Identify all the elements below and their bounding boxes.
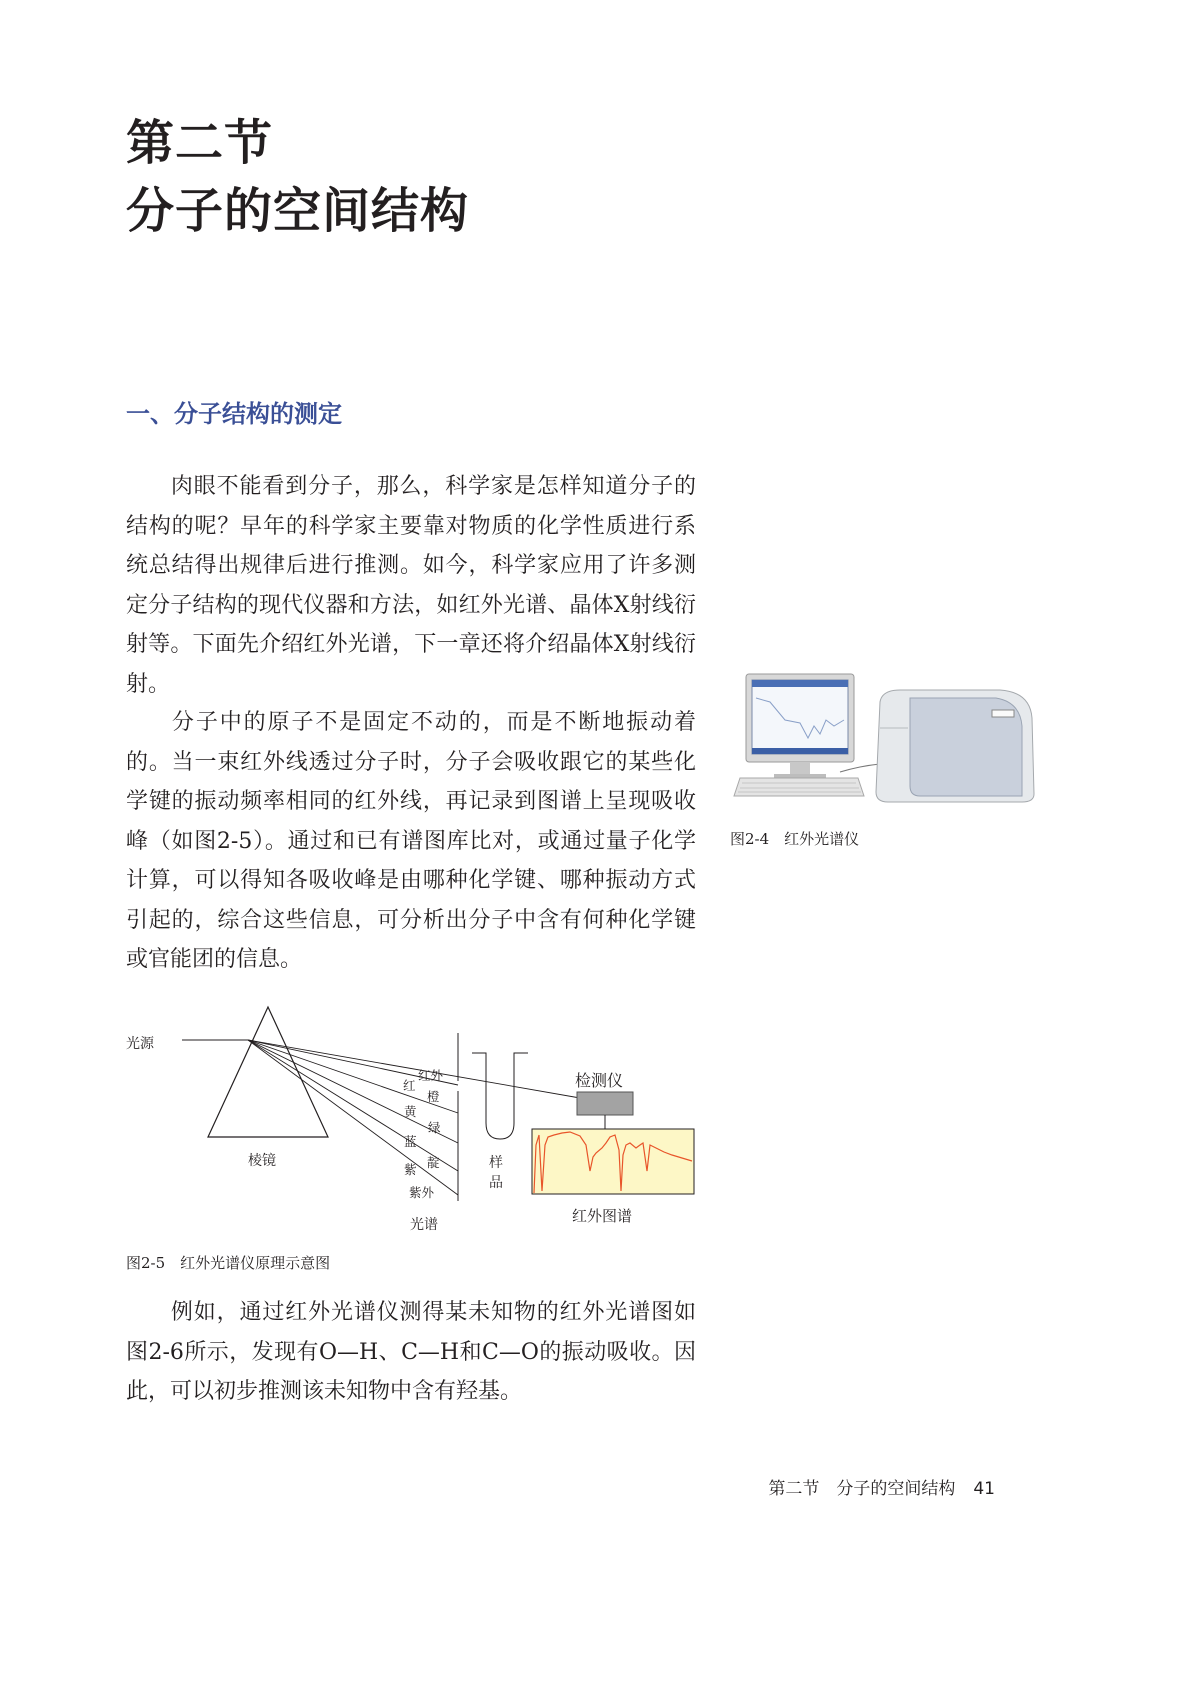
- label-detector: 检测仪: [575, 1071, 624, 1090]
- page-footer: [768, 1474, 995, 1499]
- paragraph-3-text: 例如，通过红外光谱仪测得某未知物的红外光谱图如图2-6所示，发现有O—H、C—H和C—O的振动吸收。因此，可以初步推测该未知物中含有羟基。: [126, 1300, 696, 1404]
- label-sample: 样品: [489, 1155, 503, 1191]
- paragraph-1-text: 肉眼不能看到分子，那么，科学家是怎样知道分子的结构的呢？早年的科学家主要靠对物质的化学性质进行系统总结得出规律后进行推测。如今，科学家应用了许多测定分子结构的现代仪器和方法，如红外光谱、晶体X射线衍射等。下面先介绍红外光谱，下一章还将介绍晶体X射线衍射。: [126, 474, 696, 697]
- sample-tube: [472, 1053, 528, 1139]
- figure-2-4-caption: 图2-4 红外光谱仪: [730, 830, 860, 848]
- label-ultraviolet: 紫外: [409, 1185, 435, 1200]
- label-indigo: 靛: [427, 1155, 440, 1170]
- label-yellow: 黄: [404, 1104, 417, 1119]
- ir-chart-frame: [532, 1129, 694, 1194]
- label-green: 绿: [428, 1120, 441, 1135]
- label-spectrum: 光谱: [410, 1217, 438, 1233]
- label-light-source: 光源: [126, 1036, 154, 1052]
- page-number: 41: [973, 1479, 995, 1499]
- label-infrared: 红外: [418, 1068, 444, 1083]
- prism: [208, 1007, 328, 1137]
- paragraph-3: [126, 1293, 696, 1412]
- page-title: 分子的空间结构: [126, 183, 470, 239]
- label-red: 红: [403, 1078, 416, 1093]
- paragraph-2: [126, 703, 696, 980]
- label-ir-chart: 红外图谱: [572, 1207, 633, 1225]
- paragraph-1: [126, 467, 696, 704]
- paragraph-2-text: 分子中的原子不是固定不动的，而是不断地振动着的。当一束红外线透过分子时，分子会吸收跟它的某些化学键的振动频率相同的红外线，再记录到图谱上呈现吸收峰（如图2-5）。通过和已有谱图库比对，或通过量子化学计算，可以得知各吸收峰是由哪种化学键、哪种振动方式引起的，综合这些信息，可分析出分子中含有何种化学键或官能团的信息。: [126, 710, 696, 972]
- label-prism: 棱镜: [248, 1153, 276, 1169]
- figure-2-5-caption: 图2-5 红外光谱仪原理示意图: [126, 1254, 331, 1272]
- chapter-section-number: 第二节: [126, 115, 274, 171]
- label-violet: 紫: [404, 1162, 417, 1177]
- section-heading: 一、分子结构的测定: [126, 400, 342, 428]
- ir-spectrometer-image: [730, 668, 1040, 813]
- label-blue: 蓝: [404, 1134, 417, 1149]
- footer-running-title: 第二节 分子的空间结构: [768, 1479, 956, 1499]
- label-orange: 橙: [427, 1089, 440, 1104]
- detector-box: [577, 1092, 633, 1115]
